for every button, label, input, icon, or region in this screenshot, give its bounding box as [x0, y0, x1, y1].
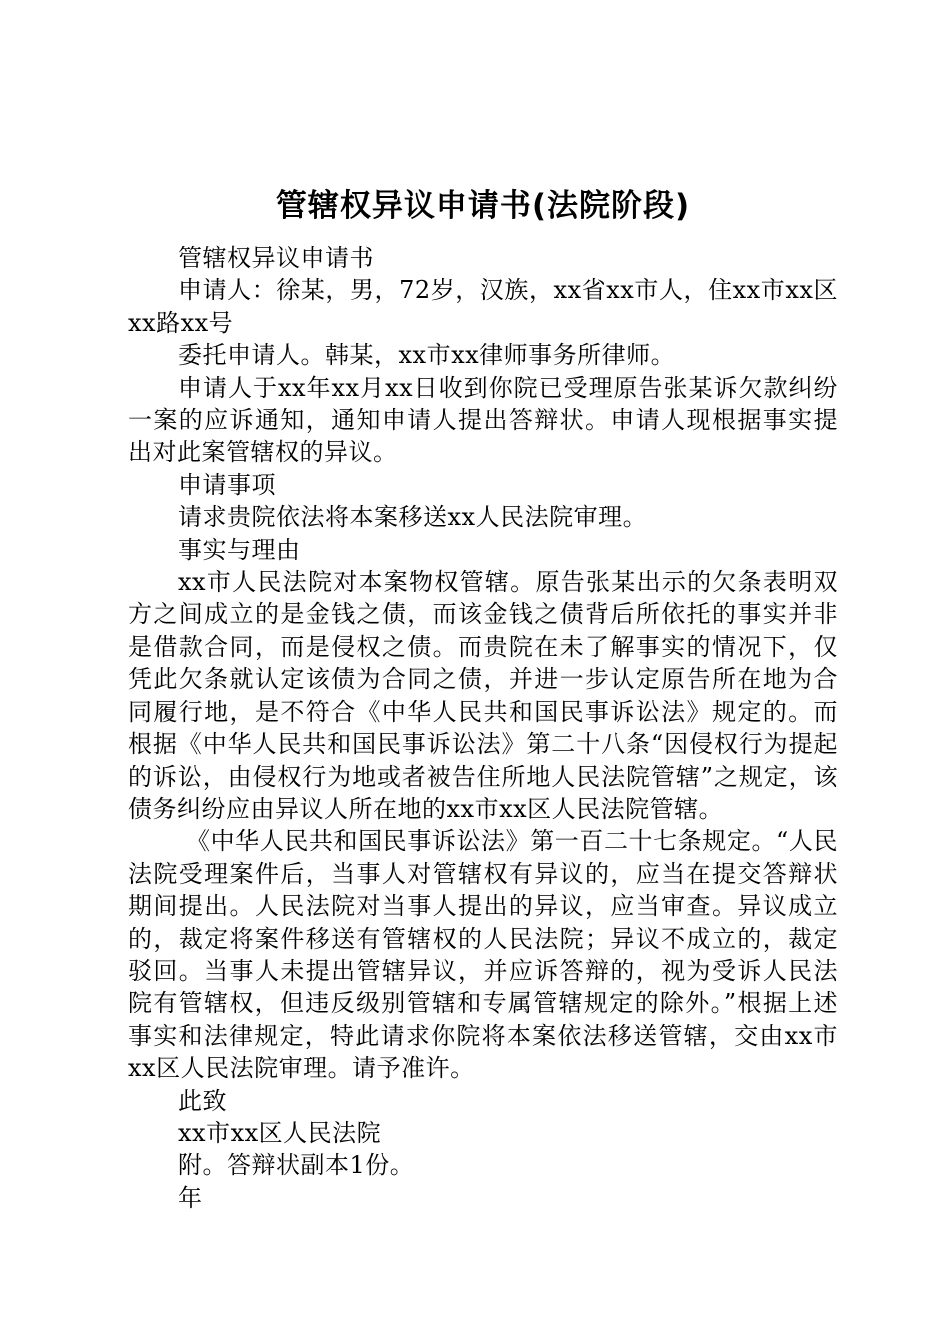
- heading-application: 管辖权异议申请书: [178, 244, 374, 272]
- attachment-note: 附。答辩状副本1份。: [178, 1151, 415, 1180]
- applicant-info: 申请人：徐某，男，72岁，汉族，xx省xx市人，住xx市xx区xx路xx号: [128, 276, 838, 337]
- salutation: 此致: [178, 1086, 227, 1115]
- heading-request-items: 申请事项: [178, 470, 276, 499]
- background-paragraph: 申请人于xx年xx月xx日收到你院已受理原告张某诉欠款纠纷一案的应诉通知，通知申请人提出答辩状。申请人现根据事实提出对此案管辖权的异议。: [128, 373, 838, 467]
- request-paragraph: 请求贵院依法将本案移送xx人民法院审理。: [178, 503, 648, 532]
- recipient-court: xx市xx区人民法院: [178, 1118, 382, 1147]
- date-line: 年: [178, 1183, 203, 1212]
- document-page: [128, 184, 838, 1214]
- document-title: 管辖权异议申请书(法院阶段): [275, 188, 691, 224]
- law-citation-paragraph: 《中华人民共和国民事诉讼法》第一百二十七条规定。“人民法院受理案件后，当事人对管辖权有异议的，应当在提交答辩状期间提出。人民法院对当事人提出的异议，应当审查。异议成立的，裁定将案件移送有管辖权的人民法院；异议不成立的，裁定驳回。当事人未提出管辖异议，并应诉答辩的，视为受诉人民法院有管辖权，但违反级别管辖和专属管辖规定的除外。”根据上述事实和法律规定，特此请求你院将本案依法移送管辖，交由xx市xx区人民法院审理。请予准许。: [128, 827, 838, 1083]
- facts-paragraph: xx市人民法院对本案物权管辖。原告张某出示的欠条表明双方之间成立的是金钱之债，而该金钱之债背后所依托的事实并非是借款合同，而是侵权之债。而贵院在未了解事实的情况下，仅凭此欠条就认定该债为合同之债，并进一步认定原告所在地为合同履行地，是不符合《中华人民共和国民事诉讼法》规定的。而根据《中华人民共和国民事诉讼法》第二十八条“因侵权行为提起的诉讼，由侵权行为地或者被告住所地人民法院管辖”之规定，该债务纠纷应由异议人所在地的xx市xx区人民法院管辖。: [128, 568, 838, 823]
- agent-info: 委托申请人。韩某，xx市xx律师事务所律师。: [178, 341, 676, 370]
- heading-facts-reasons: 事实与理由: [178, 535, 301, 564]
